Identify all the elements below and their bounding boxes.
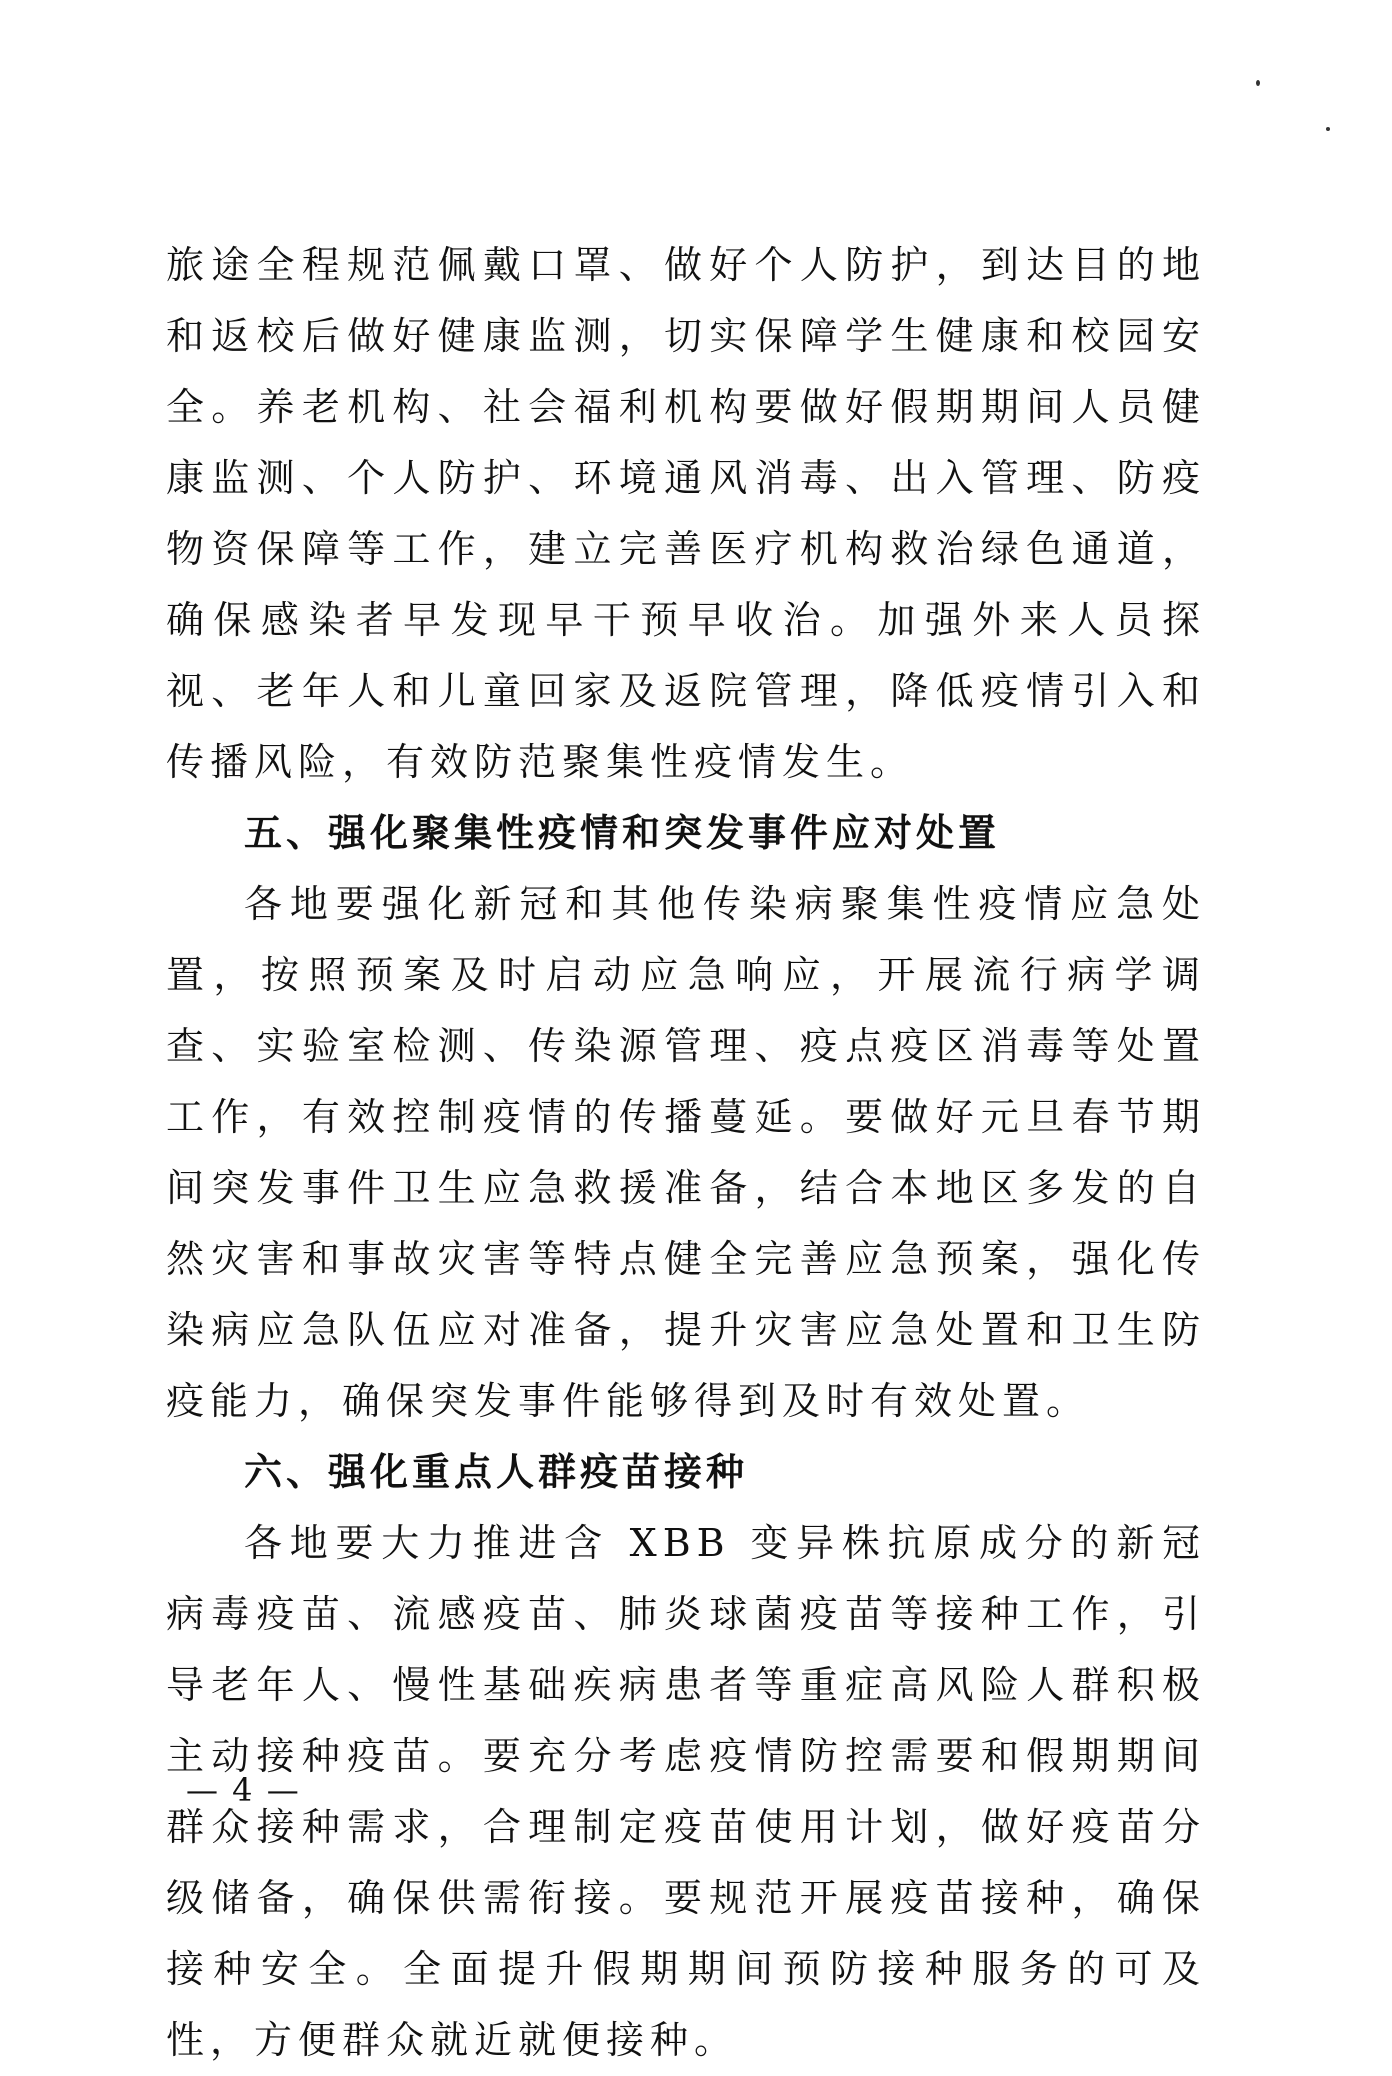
section-heading-5: 五、强化聚集性疫情和突发事件应对处置 <box>244 811 1001 855</box>
document-body <box>166 230 1206 2076</box>
scan-speck <box>1326 127 1330 131</box>
paragraph: 各地要强化新冠和其他传染病聚集性疫情应急处置，按照预案及时启动应急响应，开展流行病学调查、实验室检测、传染源管理、疫点疫区消毒等处置工作，有效控制疫情的传播蔓延。要做好元旦春节期间突发事件卫生应急救援准备，结合本地区多发的自然灾害和事故灾害等特点健全完善应急预案，强化传染病应急队伍应对准备，提升灾害应急处置和卫生防疫能力，确保突发事件能够得到及时有效处置。 <box>166 882 1206 1423</box>
scan-speck <box>1256 80 1260 86</box>
paragraph-continued: 旅途全程规范佩戴口罩、做好个人防护，到达目的地和返校后做好健康监测，切实保障学生健康和校园安全。养老机构、社会福利机构要做好假期期间人员健康监测、个人防护、环境通风消毒、出入管理、防疫物资保障等工作，建立完善医疗机构救治绿色通道，确保感染者早发现早干预早收治。加强外来人员探视、老年人和儿童回家及返院管理，降低疫情引入和传播风险，有效防范聚集性疫情发生。 <box>166 243 1206 784</box>
page-number: — 4 — <box>186 1771 301 1809</box>
section-heading-6: 六、强化重点人群疫苗接种 <box>244 1450 749 1494</box>
paragraph: 各地要大力推进含 XBB 变异株抗原成分的新冠病毒疫苗、流感疫苗、肺炎球菌疫苗等接种工作，引导老年人、慢性基础疾病患者等重症高风险人群积极主动接种疫苗。要充分考虑疫情防控需要和假期期间群众接种需求，合理制定疫苗使用计划，做好疫苗分级储备，确保供需衔接。要规范开展疫苗接种，确保接种安全。全面提升假期期间预防接种服务的可及性，方便群众就近就便接种。 <box>166 1521 1206 2062</box>
